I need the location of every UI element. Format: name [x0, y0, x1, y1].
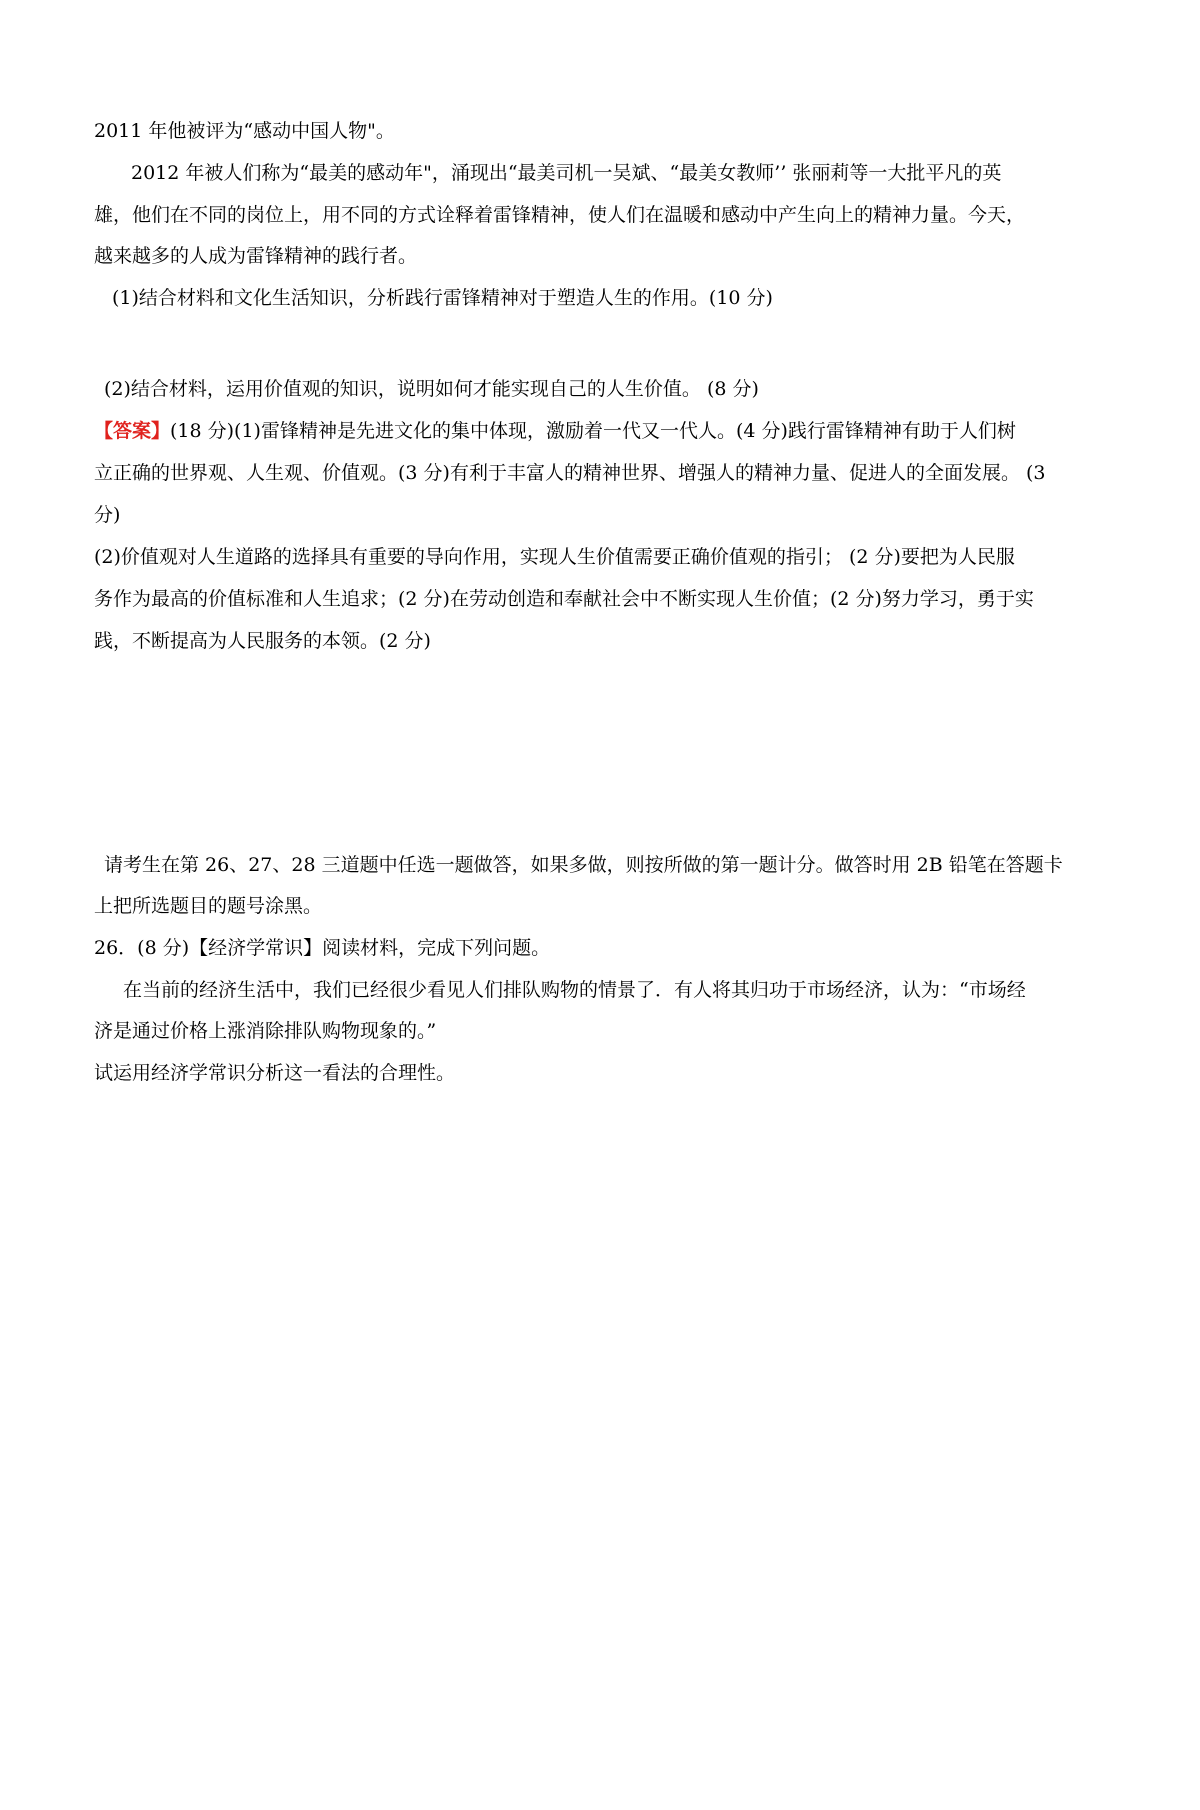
- instruction-line: 请考生在第 26、27、28 三道题中任选一题做答，如果多做，则按所做的第一题计分。做答时用 2B 铅笔在答题卡: [104, 854, 1063, 876]
- material-line: 济是通过价格上涨消除排队购物现象的。”: [94, 1020, 437, 1042]
- answer-label: 【答案】: [94, 420, 171, 442]
- text-line: (2)价值观对人生道路的选择具有重要的导向作用，实现人生价值需要正确价值观的指引； (2 分)要把为人民服: [94, 546, 1015, 568]
- text-line: 2011 年他被评为“感动中国人物"。: [94, 120, 395, 142]
- text-line: 务作为最高的价值标准和人生追求；(2 分)在劳动创造和奉献社会中不断实现人生价值；(2 分)努力学习，勇于实: [94, 588, 1034, 610]
- text-line: 2012 年被人们称为“最美的感动年"，涌现出“最美司机一吴斌、“最美女教师’’ 张丽莉等一大批平凡的英: [131, 162, 1002, 184]
- answer-line: [94, 418, 1104, 444]
- question-26-heading: 26．(8 分)【经济学常识】阅读材料，完成下列问题。: [94, 937, 551, 959]
- instruction-line: 上把所选题目的题号涂黑。: [94, 895, 323, 917]
- answer-text: (18 分)(1)雷锋精神是先进文化的集中体现，激励着一代又一代人。(4 分)践行雷锋精神有助于人们树: [170, 420, 1016, 442]
- question-26-prompt: 试运用经济学常识分析这一看法的合理性。: [94, 1062, 456, 1084]
- material-line: 在当前的经济生活中，我们已经很少看见人们排队购物的情景了．有人将其归功于市场经济，认为：“市场经: [123, 979, 1026, 1001]
- text-line: 越来越多的人成为雷锋精神的践行者。: [94, 245, 418, 267]
- question-2: (2)结合材料，运用价值观的知识，说明如何才能实现自己的人生价值。 (8 分): [104, 378, 759, 400]
- text-line: 践，不断提高为人民服务的本领。(2 分): [94, 630, 431, 652]
- question-1: (1)结合材料和文化生活知识，分析践行雷锋精神对于塑造人生的作用。(10 分): [112, 287, 773, 309]
- text-line: 立正确的世界观、人生观、价值观。(3 分)有利于丰富人的精神世界、增强人的精神力量、促进人的全面发展。 (3: [94, 462, 1046, 484]
- text-line: 分): [94, 504, 121, 526]
- text-line: 雄，他们在不同的岗位上，用不同的方式诠释着雷锋精神，使人们在温暖和感动中产生向上的精神力量。今天，: [94, 204, 1026, 226]
